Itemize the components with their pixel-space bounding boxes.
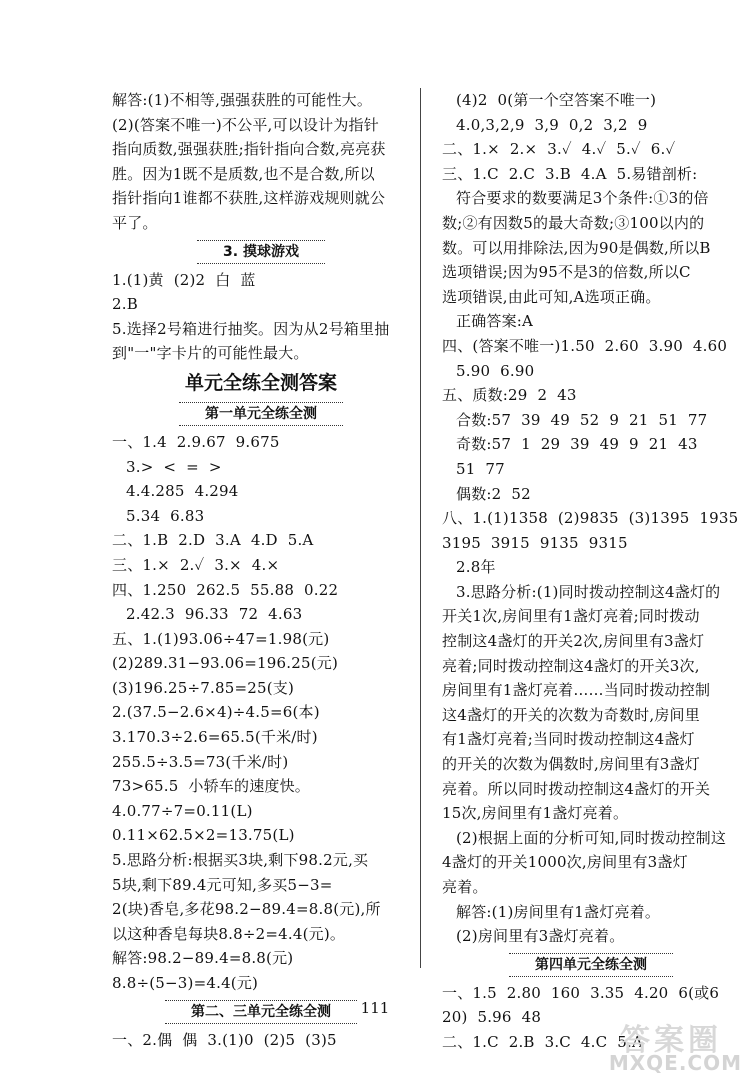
text-line: 解答:(1)房间里有1盏灯亮着。 [456, 902, 661, 921]
text-line: (2)(答案不唯一)不公平,可以设计为指针 [112, 115, 379, 134]
answer-block-right [442, 88, 740, 949]
page-number: 111 [360, 999, 390, 1017]
text-line: 符合要求的数要满足3个条件:①3的倍 [456, 189, 709, 208]
text-line: 偶数:2 52 [456, 484, 531, 503]
text-line: 指向质数,强强获胜;指针指向合数,亮亮获 [112, 140, 386, 159]
watermark-top: 答案圈 [620, 1023, 722, 1058]
text-line: 选项错误;因为95不是3的倍数,所以C [442, 263, 691, 282]
text-line: 2(块)香皂,多花98.2−89.4=8.8(元),所 [112, 900, 381, 919]
text-line: 平了。 [112, 213, 158, 232]
text-line: 亮着。 [442, 878, 488, 896]
text-line: 73>65.5 小轿车的速度快。 [112, 777, 310, 796]
section-heading-mo-qiu: 3. 摸球游戏 [112, 240, 410, 264]
text-line: 八、1.(1)1358 (2)9835 (3)1395 1935 [442, 509, 739, 528]
text-line: 5.90 6.90 [456, 361, 535, 380]
text-line: 五、质数:29 2 43 [442, 386, 577, 405]
text-line: 4.0.77÷7=0.11(L) [112, 801, 253, 820]
text-line: 3195 3915 9135 9315 [442, 533, 628, 552]
text-line: 5块,剩下89.4元可知,多买5−3= [112, 875, 333, 894]
section-heading-unit-1: 第一单元全练全测 [112, 402, 410, 426]
text-line: 正确答案:A [456, 312, 534, 331]
text-line: 20) 5.96 48 [442, 1008, 542, 1027]
text-line: 这4盏灯的开关的次数为奇数时,房间里 [442, 705, 700, 724]
text-line: 二、1.B 2.D 3.A 4.D 5.A [112, 531, 314, 550]
text-line: 二、1.C 2.B 3.C 4.C 5.A [442, 1032, 643, 1051]
text-line: 三、1.× 2.✓ 3.× 4.× [112, 555, 280, 574]
text-line: 的开关的次数为偶数时,房间里有3盏灯 [442, 755, 700, 774]
text-line: 2.(37.5−2.6×4)÷4.5=6(本) [112, 703, 320, 722]
watermark-bottom: MXQE.COM [608, 1051, 742, 1075]
text-line: 8.8÷(5−3)=4.4(元) [112, 974, 259, 992]
text-line: 三、1.C 2.C 3.B 4.A 5.易错剖析: [442, 164, 698, 183]
answer-block-top [112, 88, 410, 236]
text-line: 以这种香皂每块8.8÷2=4.4(元)。 [112, 924, 346, 943]
text-line: 4.4.285 4.294 [126, 482, 239, 501]
text-line: (2)根据上面的分析可知,同时拨动控制这 [456, 828, 727, 847]
answer-block-mo-qiu [112, 268, 410, 366]
text-line: (2)房间里有3盏灯亮着。 [456, 927, 625, 946]
text-line: (2)289.31−93.06=196.25(元) [112, 654, 339, 673]
text-line: 房间里有1盏灯亮着……当同时拨动控制 [442, 681, 711, 700]
text-line: 有1盏灯亮着;当同时拨动控制这4盏灯 [442, 730, 695, 749]
text-line: 五、1.(1)93.06÷47=1.98(元) [112, 629, 330, 648]
text-line: 2.B [112, 295, 138, 314]
text-line: 4.0,3,2,9 3,9 0,2 3,2 9 [456, 115, 648, 134]
text-line: 255.5÷3.5=73(千米/时) [112, 752, 289, 771]
text-line: 一、1.4 2.9.67 9.675 [112, 432, 280, 451]
text-line: 5.思路分析:根据买3块,剩下98.2元,买 [112, 851, 369, 870]
text-line: 解答:(1)不相等,强强获胜的可能性大。 [112, 91, 373, 109]
text-line: 1.(1)黄 (2)2 白 蓝 [112, 270, 256, 289]
watermark-logo [562, 1015, 742, 1075]
text-line: 15次,房间里有1盏灯亮着。 [442, 804, 629, 823]
text-line: 到"一"字卡片的可能性最大。 [112, 344, 309, 363]
answer-block-unit-2-3 [112, 1028, 410, 1053]
right-column [442, 88, 740, 1055]
text-line: 四、(答案不唯一)1.50 2.60 3.90 4.60 [442, 336, 728, 355]
text-line: 亮着;同时拨动控制这4盏灯的开关3次, [442, 656, 700, 675]
text-line: 开关1次,房间里有1盏灯亮着;同时拨动 [442, 607, 700, 626]
text-line: 51 77 [456, 459, 505, 478]
text-line: (4)2 0(第一个空答案不唯一) [456, 91, 657, 109]
text-line: 一、1.5 2.80 160 3.35 4.20 6(或6 [442, 983, 720, 1002]
left-column [112, 88, 410, 1052]
text-line: 合数:57 39 49 52 9 21 51 77 [456, 410, 708, 429]
text-line: 控制这4盏灯的开关2次,房间里有3盏灯 [442, 632, 705, 651]
column-divider [420, 88, 421, 968]
text-line: 二、1.× 2.× 3.✓ 4.✓ 5.✓ 6.✓ [442, 140, 676, 159]
text-line: 指针指向1谁都不获胜,这样游戏规则就公 [112, 189, 386, 208]
text-line: 3.170.3÷2.6=65.5(千米/时) [112, 728, 318, 747]
text-line: 3.> < = > [126, 457, 222, 476]
text-line: 5.34 6.83 [126, 506, 205, 525]
text-line: 一、2.偶 偶 3.(1)0 (2)5 (3)5 [112, 1030, 337, 1049]
answer-block-unit-1 [112, 430, 410, 996]
big-title: 单元全练全测答案 [184, 371, 337, 394]
text-line: 胜。因为1既不是质数,也不是合数,所以 [112, 164, 375, 183]
section-heading-unit-4: 第四单元全练全测 [442, 953, 740, 977]
text-line: 数。可以用排除法,因为90是偶数,所以B [442, 238, 711, 257]
text-line: 4盏灯的开关1000次,房间里有3盏灯 [442, 853, 688, 872]
text-line: 四、1.250 262.5 55.88 0.22 [112, 580, 339, 599]
text-line: 2.42.3 96.33 72 4.63 [126, 605, 303, 624]
text-line: (3)196.25÷7.85=25(支) [112, 678, 295, 697]
text-line: 选项错误,由此可知,A选项正确。 [442, 287, 661, 306]
text-line: 3.思路分析:(1)同时拨动控制这4盏灯的 [456, 582, 721, 601]
text-line: 奇数:57 1 29 39 49 9 21 43 [456, 435, 698, 454]
section-heading-unit-2-3: 第二、三单元全练全测 [112, 1000, 410, 1024]
text-line: 2.8年 [456, 558, 496, 577]
text-line: 解答:98.2−89.4=8.8(元) [112, 949, 294, 968]
text-line: 亮着。所以同时拨动控制这4盏灯的开关 [442, 779, 711, 798]
text-line: 0.11×62.5×2=13.75(L) [112, 826, 295, 845]
text-line: 5.选择2号箱进行抽奖。因为从2号箱里抽 [112, 319, 390, 338]
text-line: 数;②有因数5的最大奇数;③100以内的 [442, 213, 705, 232]
